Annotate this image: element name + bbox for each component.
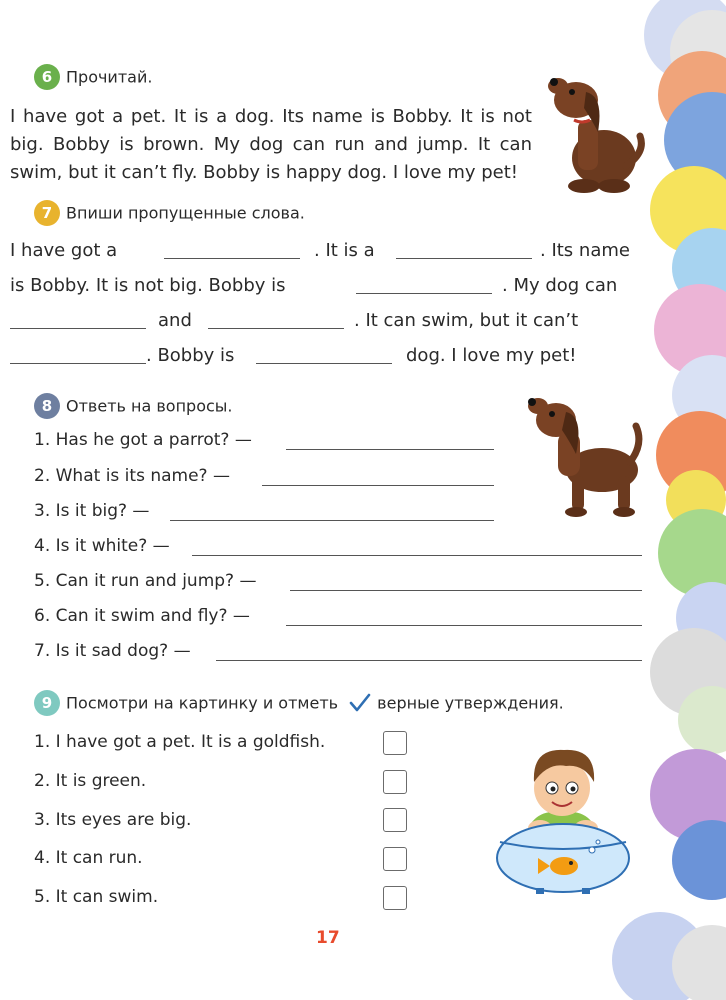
task-title: Впиши пропущенные слова. xyxy=(66,203,305,223)
gap-text: and xyxy=(158,310,192,331)
gap-text: . My dog can xyxy=(502,275,618,296)
task7-header xyxy=(34,200,305,226)
question: 2. What is its name? — xyxy=(34,466,230,486)
statement-checkbox[interactable] xyxy=(383,886,407,910)
gap-blank[interactable] xyxy=(10,328,146,329)
question: 5. Can it run and jump? — xyxy=(34,571,257,591)
gap-line-2 xyxy=(10,275,642,301)
statement-checkbox[interactable] xyxy=(383,808,407,832)
gap-text: . It can swim, but it can’t xyxy=(354,310,579,331)
reading-text: I have got a pet. It is a dog. Its name is Bobby. It is not big. Bobby is brown. My dog can run and jump. It can swim, but it can’t fly. Bobby is happy dog. I love my pet! xyxy=(10,106,532,183)
dog-illustration xyxy=(548,62,648,194)
question: 3. Is it big? — xyxy=(34,501,150,521)
task8-header xyxy=(34,393,233,419)
statement-checkbox[interactable] xyxy=(383,731,407,755)
gap-blank[interactable] xyxy=(256,363,392,364)
statement: 4. It can run. xyxy=(34,848,143,868)
question: 6. Can it swim and fly? — xyxy=(34,606,250,626)
task-title: Прочитай. xyxy=(66,67,153,87)
task-title-part2: верные утверждения. xyxy=(377,693,564,713)
answer-line[interactable] xyxy=(286,625,642,626)
page-number: 17 xyxy=(316,928,340,948)
answer-line[interactable] xyxy=(192,555,642,556)
gap-text: . It is a xyxy=(314,240,375,261)
question: 1. Has he got a parrot? — xyxy=(34,430,252,450)
task-number-badge: 9 xyxy=(34,690,60,716)
statement: 5. It can swim. xyxy=(34,887,159,907)
answer-line[interactable] xyxy=(262,485,494,486)
task-number-badge: 8 xyxy=(34,393,60,419)
task-title-part1: Посмотри на картинку и отметь xyxy=(66,693,339,713)
task-title: Ответь на вопросы. xyxy=(66,396,233,416)
statement: 3. Its eyes are big. xyxy=(34,810,192,830)
statement: 2. It is green. xyxy=(34,771,147,791)
answer-line[interactable] xyxy=(216,660,642,661)
boy-with-goldfish-illustration xyxy=(496,742,630,894)
gap-text: . Bobby is xyxy=(146,345,235,366)
statement-checkbox[interactable] xyxy=(383,847,407,871)
gap-blank[interactable] xyxy=(10,363,146,364)
gap-text: I have got a xyxy=(10,240,118,261)
question: 7. Is it sad dog? — xyxy=(34,641,191,661)
gap-text: dog. I love my pet! xyxy=(406,345,577,366)
answer-line[interactable] xyxy=(290,590,642,591)
answer-line[interactable] xyxy=(170,520,494,521)
task9-header xyxy=(34,690,564,716)
task-number-badge: 6 xyxy=(34,64,60,90)
dog-illustration xyxy=(526,392,644,518)
checkmark-icon xyxy=(349,693,371,713)
gap-line-1 xyxy=(10,240,642,266)
answer-line[interactable] xyxy=(286,449,494,450)
task-number-badge: 7 xyxy=(34,200,60,226)
gap-blank[interactable] xyxy=(208,328,344,329)
gap-blank[interactable] xyxy=(356,293,492,294)
gap-line-3 xyxy=(10,310,642,336)
gap-blank[interactable] xyxy=(396,258,532,259)
gap-blank[interactable] xyxy=(164,258,300,259)
gap-text: is Bobby. It is not big. Bobby is xyxy=(10,275,286,296)
statement: 1. I have got a pet. It is a goldfish. xyxy=(34,732,326,752)
gap-text: . Its name xyxy=(540,240,630,261)
question: 4. Is it white? — xyxy=(34,536,170,556)
task6-header xyxy=(34,64,152,90)
gap-line-4 xyxy=(10,345,642,371)
statement-checkbox[interactable] xyxy=(383,770,407,794)
